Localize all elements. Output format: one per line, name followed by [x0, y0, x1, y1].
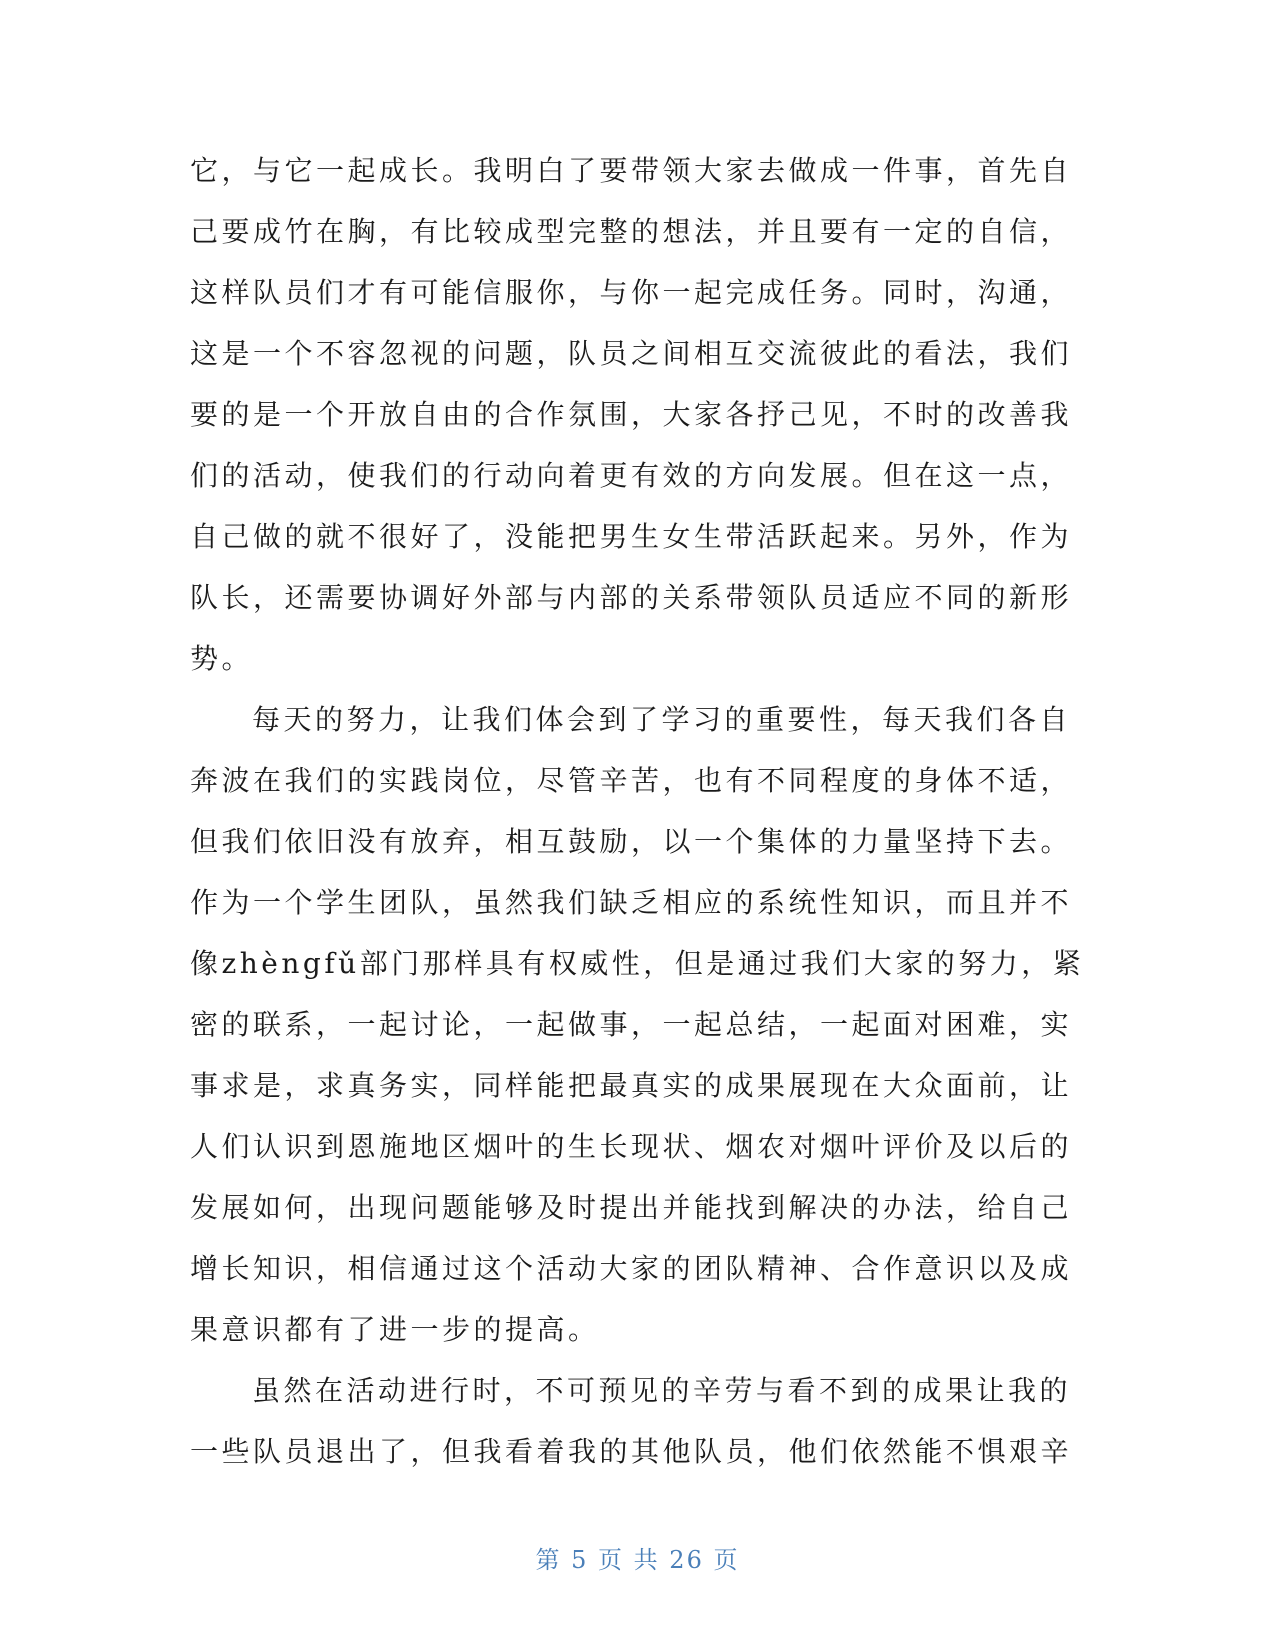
page-number-label: 第 5 页 共 26 页: [535, 1546, 740, 1574]
text-line: 事求是，求真务实，同样能把最真实的成果展现在大众面前，让: [190, 1069, 1073, 1102]
text-line: 每天的努力，让我们体会到了学习的重要性，每天我们各自: [252, 703, 1072, 736]
text-line: 这是一个不容忽视的问题，队员之间相互交流彼此的看法，我们: [190, 337, 1073, 370]
text-line: 们的活动，使我们的行动向着更有效的方向发展。但在这一点，: [190, 459, 1073, 492]
text-line: 增长知识，相信通过这个活动大家的团队精神、合作意识以及成: [190, 1252, 1073, 1285]
text-line: 人们认识到恩施地区烟叶的生长现状、烟农对烟叶评价及以后的: [190, 1130, 1073, 1163]
text-line: 奔波在我们的实践岗位，尽管辛苦，也有不同程度的身体不适，: [190, 764, 1073, 797]
text-line: 它，与它一起成长。我明白了要带领大家去做成一件事，首先自: [190, 154, 1073, 187]
paragraph-2: [190, 689, 1085, 1360]
paragraph-1: [190, 140, 1080, 689]
text-line: 自己做的就不很好了，没能把男生女生带活跃起来。另外，作为: [190, 520, 1073, 553]
text-line: 果意识都有了进一步的提高。: [190, 1313, 600, 1346]
document-body: [190, 140, 1085, 1482]
text-line: 像zhèngfǔ部门那样具有权威性，但是通过我们大家的努力，紧: [190, 947, 1085, 980]
text-line: 密的联系，一起讨论，一起做事，一起总结，一起面对困难，实: [190, 1008, 1073, 1041]
text-line: 但我们依旧没有放弃，相互鼓励，以一个集体的力量坚持下去。: [190, 825, 1073, 858]
text-line: 发展如何，出现问题能够及时提出并能找到解决的办法，给自己: [190, 1191, 1073, 1224]
text-line: 这样队员们才有可能信服你，与你一起完成任务。同时，沟通，: [190, 276, 1073, 309]
text-line: 要的是一个开放自由的合作氛围，大家各抒己见，不时的改善我: [190, 398, 1073, 431]
paragraph-3: [190, 1360, 1080, 1482]
page-footer: [0, 1540, 1275, 1575]
text-line: 势。: [190, 642, 254, 675]
text-line: 队长，还需要协调好外部与内部的关系带领队员适应不同的新形: [190, 581, 1073, 614]
text-line: 一些队员退出了，但我看着我的其他队员，他们依然能不惧艰辛: [190, 1435, 1073, 1468]
text-line: 己要成竹在胸，有比较成型完整的想法，并且要有一定的自信，: [190, 215, 1073, 248]
text-line: 虽然在活动进行时，不可预见的辛劳与看不到的成果让我的: [252, 1374, 1072, 1407]
text-line: 作为一个学生团队，虽然我们缺乏相应的系统性知识，而且并不: [190, 886, 1073, 919]
